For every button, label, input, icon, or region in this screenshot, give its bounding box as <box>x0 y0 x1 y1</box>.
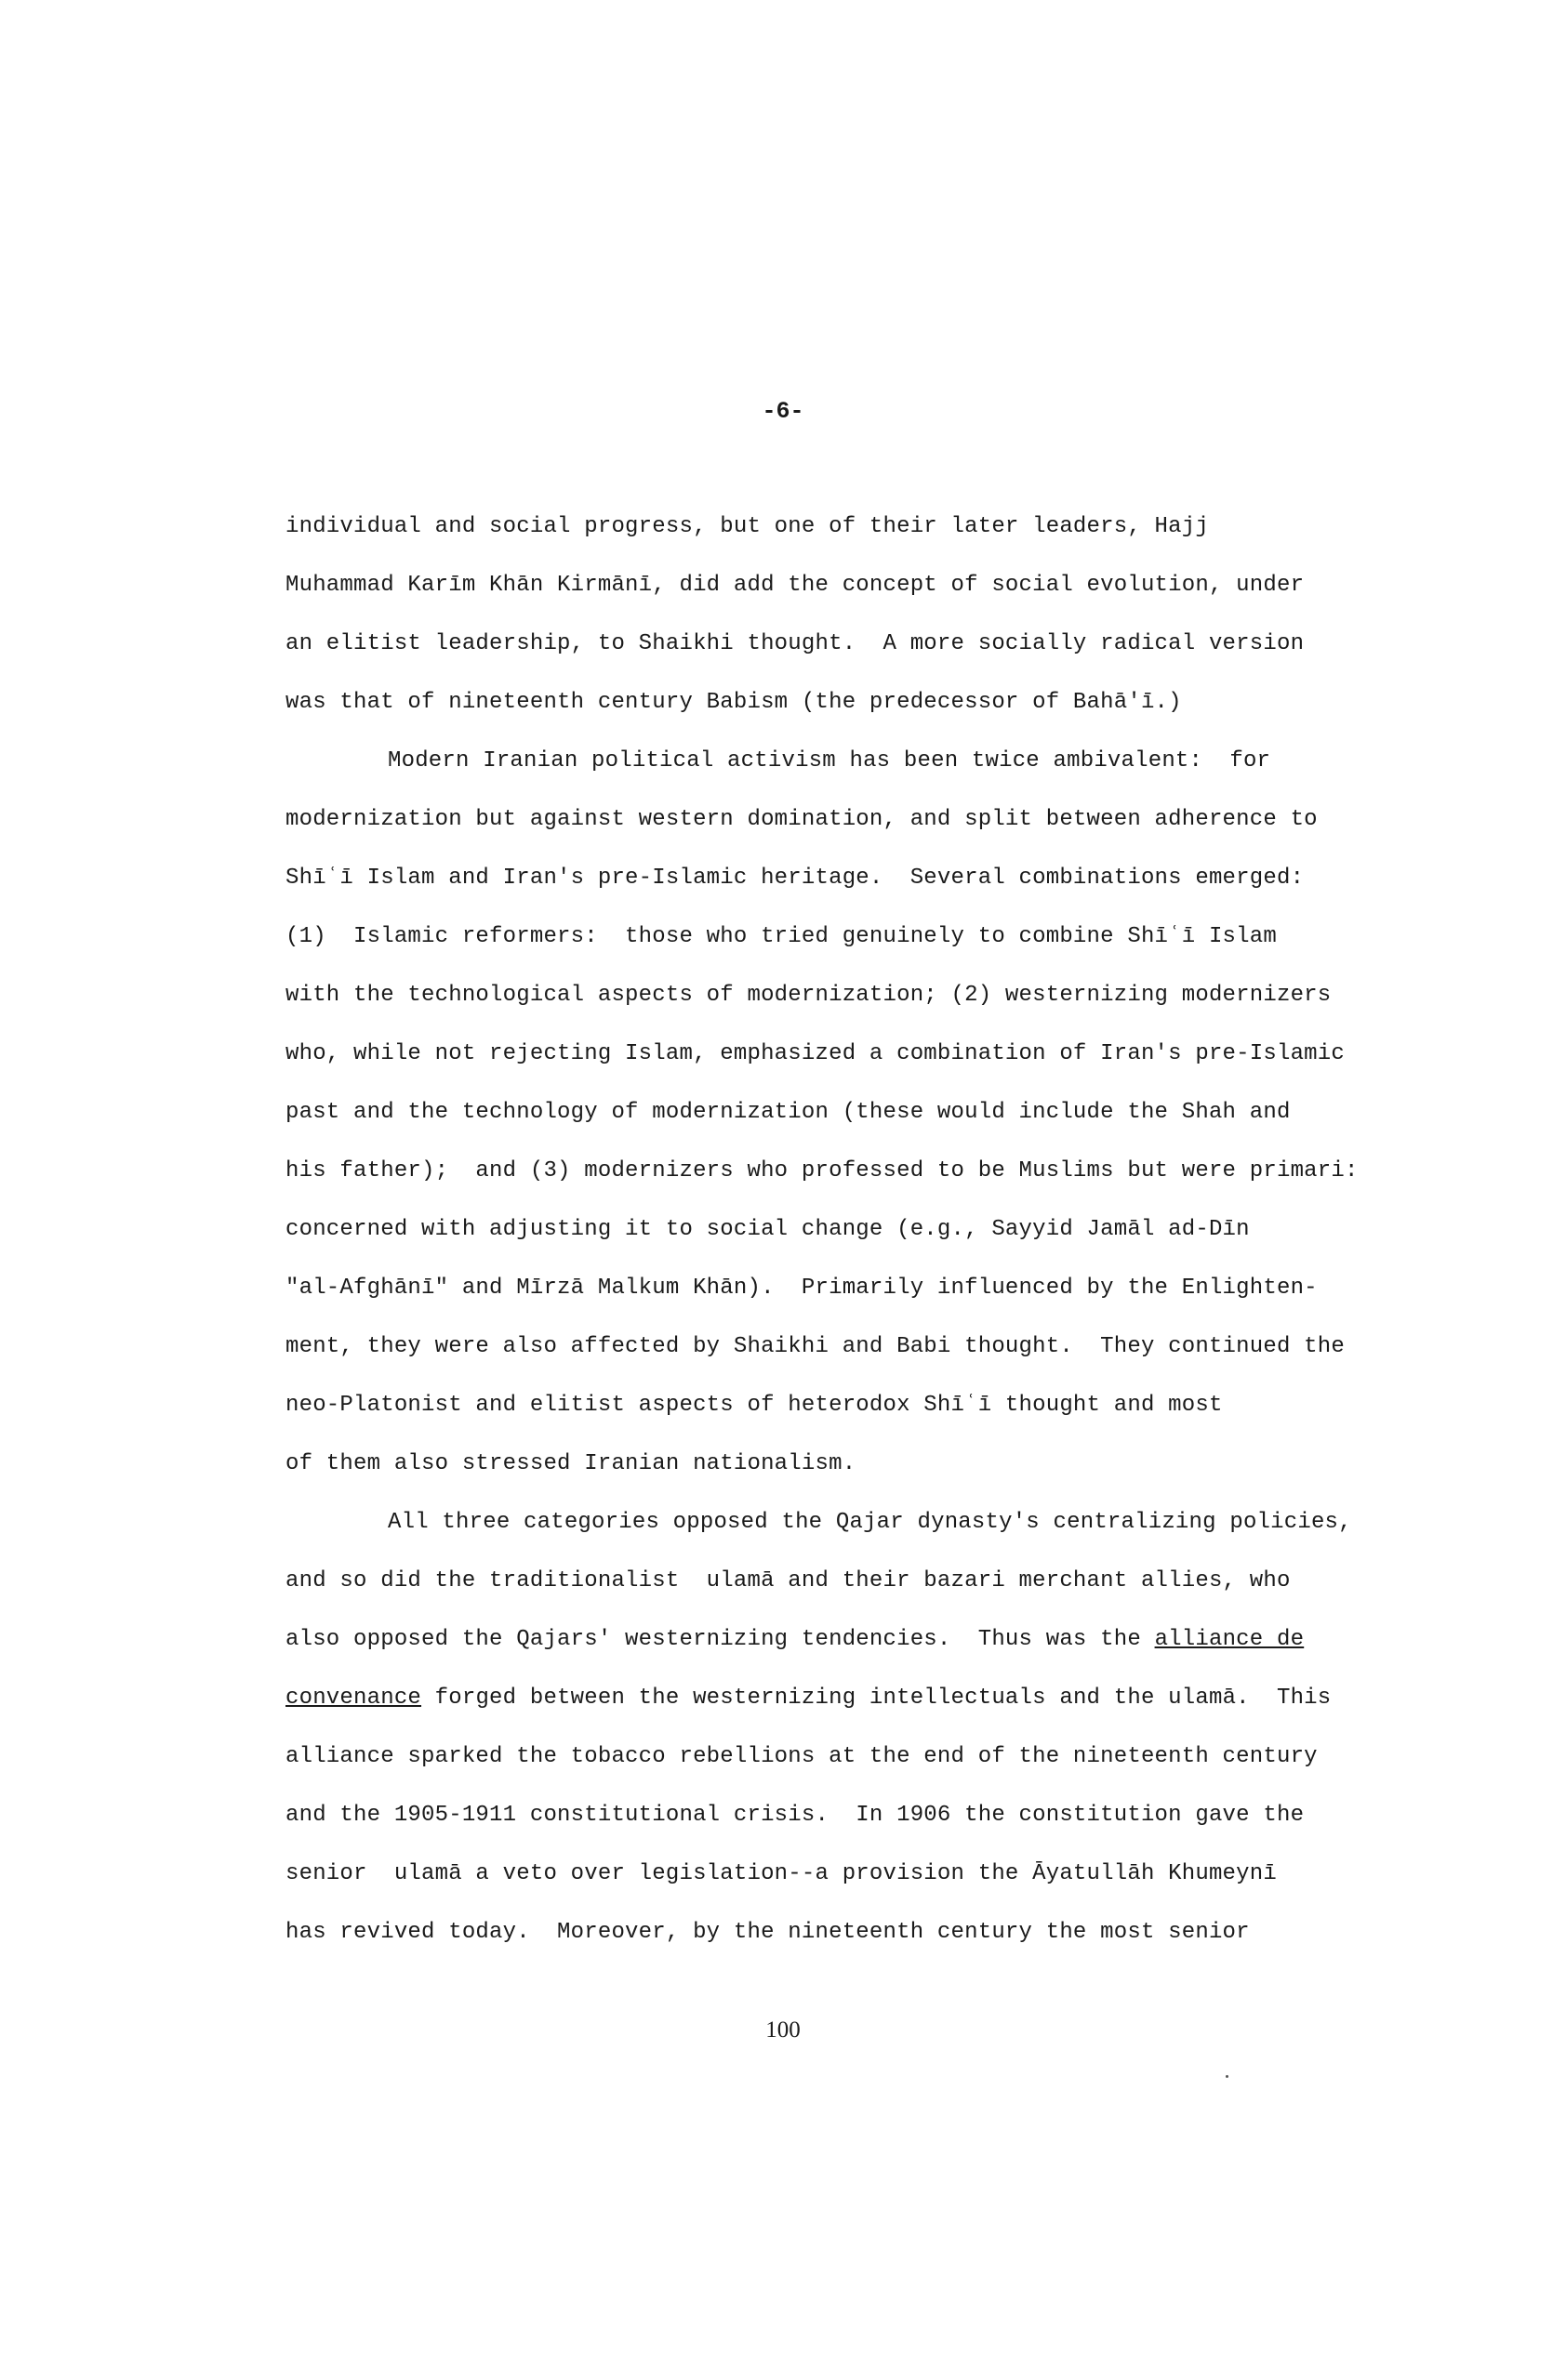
underlined-phrase: alliance de <box>1154 1627 1305 1652</box>
paragraph <box>285 1493 1485 1962</box>
text-line: also opposed the Qajars' westernizing tendencies. Thus was the alliance de <box>285 1627 1305 1652</box>
text-line: neo-Platonist and elitist aspects of heterodox Shīʿī thought and most <box>285 1393 1223 1418</box>
text-line: All three categories opposed the Qajar dynasty's centralizing policies, <box>388 1510 1352 1535</box>
text-line: who, while not rejecting Islam, emphasized a combination of Iran's pre-Islamic <box>285 1041 1345 1066</box>
text-line: concerned with adjusting it to social change (e.g., Sayyid Jamāl ad-Dīn <box>285 1217 1250 1242</box>
text-line: an elitist leadership, to Shaikhi thought. A more socially radical version <box>285 631 1305 656</box>
text-line: alliance sparked the tobacco rebellions at the end of the nineteenth century <box>285 1744 1318 1769</box>
text-line: convenance forged between the westernizing intellectuals and the ulamā. This <box>285 1686 1332 1711</box>
page-header-number: -6- <box>762 398 804 425</box>
paragraph <box>285 497 1485 732</box>
text-line: Modern Iranian political activism has been twice ambivalent: for <box>388 748 1271 774</box>
text-line: "al-Afghānī" and Mīrzā Malkum Khān). Primarily influenced by the Enlighten- <box>285 1276 1318 1301</box>
text-line: his father); and (3) modernizers who professed to be Muslims but were primari: <box>285 1158 1359 1183</box>
paragraph <box>285 732 1485 1493</box>
document-body <box>285 497 1485 1962</box>
text-line: and so did the traditionalist ulamā and their bazari merchant allies, who <box>285 1568 1291 1593</box>
text-line: with the technological aspects of modernization; (2) westernizing modernizers <box>285 983 1332 1008</box>
text-line: and the 1905-1911 constitutional crisis. In 1906 the constitution gave the <box>285 1803 1305 1828</box>
text-line: senior ulamā a veto over legislation--a provision the Āyatullāh Khumeynī <box>285 1861 1277 1886</box>
text-line: modernization but against western domination, and split between adherence to <box>285 807 1318 832</box>
text-line: of them also stressed Iranian nationalism. <box>285 1451 856 1476</box>
underlined-phrase: convenance <box>285 1686 422 1711</box>
scan-speck <box>1226 2075 1228 2078</box>
text-line: (1) Islamic reformers: those who tried genuinely to combine Shīʿī Islam <box>285 924 1277 949</box>
text-line: Shīʿī Islam and Iran's pre-Islamic heritage. Several combinations emerged: <box>285 866 1305 891</box>
text-line: individual and social progress, but one of their later leaders, Hajj <box>285 514 1209 539</box>
text-line: was that of nineteenth century Babism (the predecessor of Bahā'ī.) <box>285 690 1182 715</box>
page-footer-number: 100 <box>765 2017 801 2043</box>
text-line: has revived today. Moreover, by the nineteenth century the most senior <box>285 1920 1250 1945</box>
text-line: Muhammad Karīm Khān Kirmānī, did add the concept of social evolution, under <box>285 573 1305 598</box>
text-line: ment, they were also affected by Shaikhi and Babi thought. They continued the <box>285 1334 1345 1359</box>
text-line: past and the technology of modernization (these would include the Shah and <box>285 1100 1291 1125</box>
